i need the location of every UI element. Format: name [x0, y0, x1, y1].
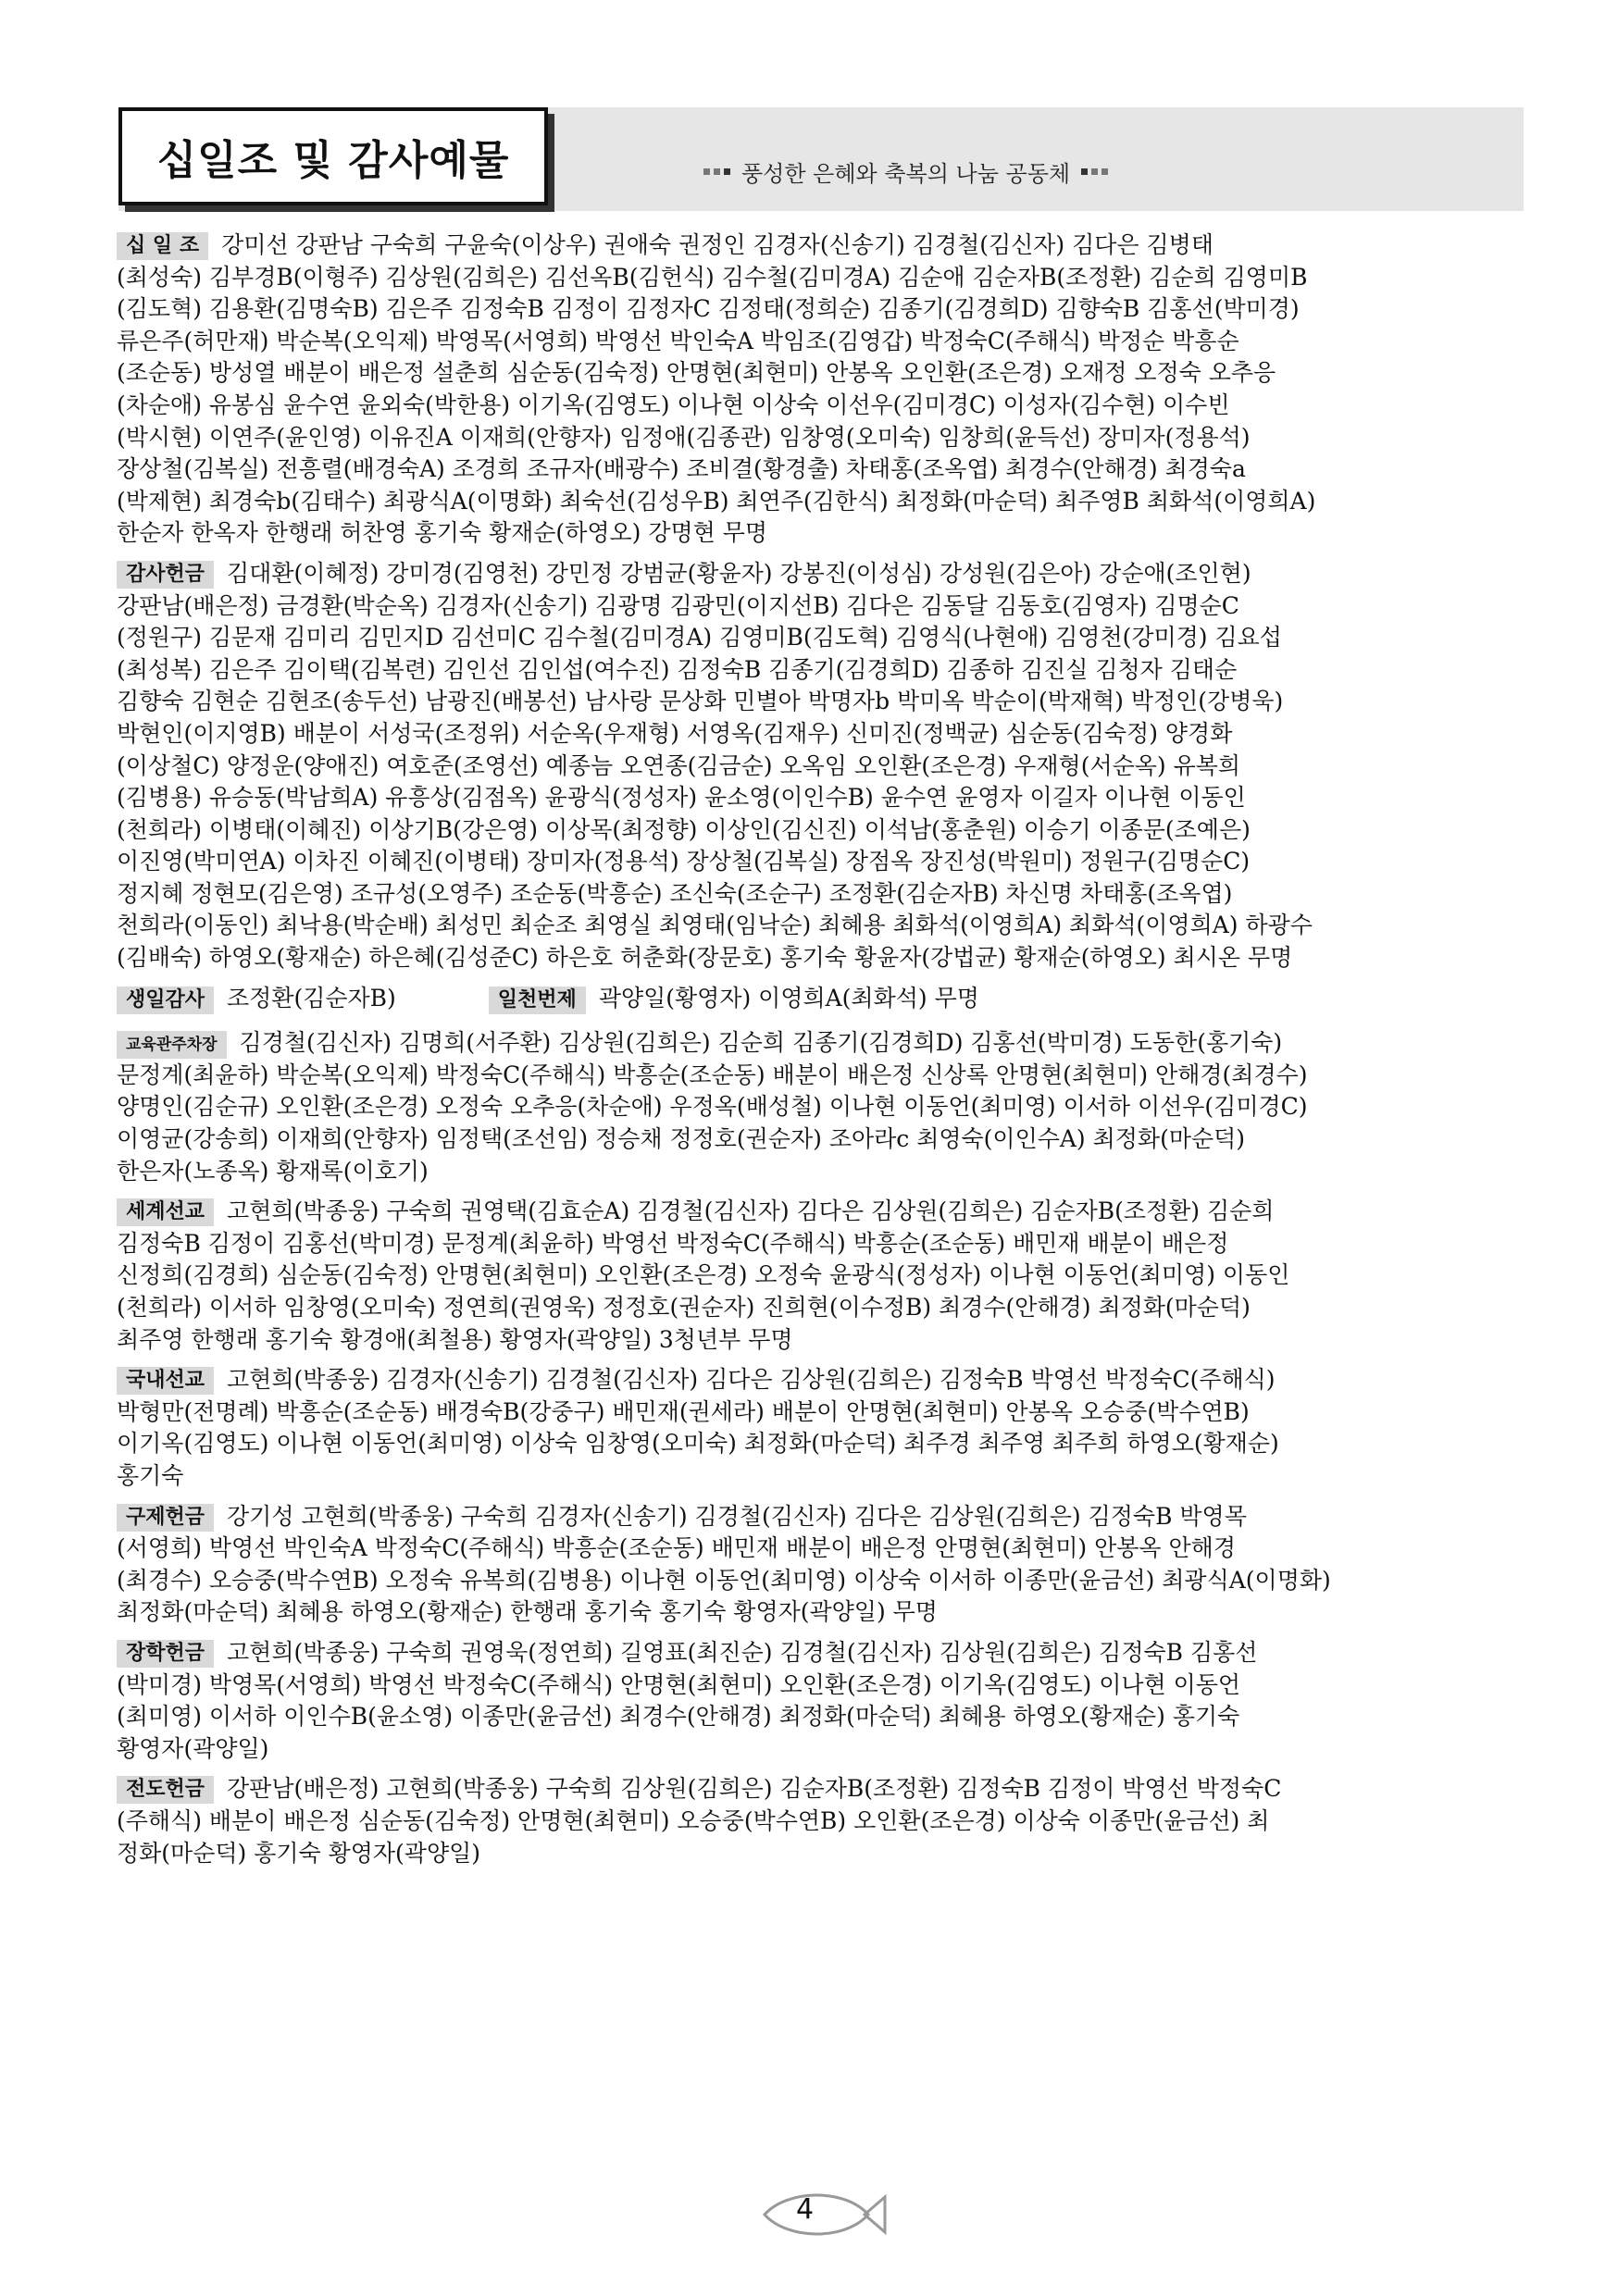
offering-list — [117, 230, 1524, 1869]
section-label: 국내선교 — [117, 1367, 214, 1395]
fish-icon — [759, 2184, 889, 2245]
subtitle-right-dots-icon — [1081, 168, 1108, 175]
section-relief — [117, 1501, 1524, 1629]
section-label: 세계선교 — [117, 1198, 214, 1226]
section-names: 김대환(이혜정) 강미경(김영천) 강민정 강범균(황윤자) 강봉진(이성심) 강성원(김은아) 강순애(조인현) 강판남(배은정) 금경환(박순옥) 김경자(신송기) 김광명 김광민(이지선B) 김다은 김동달 김동호(김영자) 김명순C (정원구) 김문재 김미리 김민지D 김선미C 김수철(김미경A) 김영미B(김도혁) 김영식(나현애) 김영천(강미경) 김요섭 (최성복) 김은주 김이택(김복련) 김인선 김인섭(여수진) 김정숙B 김종기(김경희D) 김종하 김진실 김청자 김태순 김향숙 김현순 김현조(송두선) 남광진(배봉선) 남사랑 문상화 민별아 박명자b 박미옥 박순이(박재혁) 박정인(강병욱) 박현인(이지영B) 배분이 서성국(조정위) 서순옥(우재형) 서영옥(김재우) 신미진(정백균) 심순동(김숙정) 양경화 (이상철C) 양정운(양애진) 여호준(조영선) 예종늠 오연종(김금순) 오옥임 오인환(조은경) 우재형(서순옥) 유복희 (김병용) 유승동(박남희A) 유흥상(김점옥) 윤광식(정성자) 윤소영(이인수B) 윤수연 윤영자 이길자 이나현 이동인 (천희라) 이병태(이혜진) 이상기B(강은영) 이상목(최정향) 이상인(김신진) 이석남(홍춘원) 이승기 이종문(조예은) 이진영(박미연A) 이차진 이혜진(이병태) 장미자(정용석) 장상철(김복실) 장점옥 장진성(박원미) 정원구(김명순C) 정지혜 정현모(김은영) 조규성(오영주) 조순동(박흥순) 조신숙(조순구) 조정환(김순자B) 차신명 차태홍(조옥엽) 천희라(이동인) 최낙용(박순배) 최성민 최순조 최영실 최영태(임낙순) 최혜용 최화석(이영희A) 최화석(이영희A) 하광수 (김배숙) 하영오(황재순) 하은혜(김성준C) 하은호 허춘화(장문호) 홍기숙 황윤자(강법균) 황재순(하영오) 최시온 무명 — [117, 559, 1313, 972]
section-names: 강판남(배은정) 고현희(박종웅) 구숙희 김상원(김희은) 김순자B(조정환) 김정숙B 김정이 박영선 박정숙C (주해식) 배분이 배은정 심순동(김숙정) 안명현(최현미) 오승중(박수연B) 오인환(조은경) 이상숙 이종만(윤금선) 최 정화(마순덕) 홍기숙 황영자(곽양일) — [117, 1775, 1282, 1867]
section-thanks — [117, 558, 1524, 974]
section-names: 조정환(김순자B) — [227, 984, 396, 1011]
section-birthday-ilcheon — [117, 983, 1524, 1015]
section-names: 곽양일(황영자) 이영희A(최화석) 무명 — [598, 984, 979, 1011]
section-label: 구제헌금 — [117, 1504, 214, 1532]
section-label: 교육관주차장 — [117, 1031, 227, 1059]
page-subtitle — [703, 155, 1108, 188]
page-footer — [759, 2184, 889, 2245]
section-label: 장학헌금 — [117, 1640, 214, 1668]
section-names: 고현희(박종웅) 김경자(신송기) 김경철(김신자) 김다은 김상원(김희은) 김정숙B 박영선 박정숙C(주해식) 박형만(전명례) 박흥순(조순동) 배경숙B(강중구) 배민재(권세라) 배분이 안명현(최현미) 안봉옥 오승중(박수연B) 이기옥(김영도) 이나현 이동언(최미영) 이상숙 임창영(오미숙) 최정화(마순덕) 최주경 최주영 최주희 하영오(황재순) 홍기숙 — [117, 1366, 1279, 1489]
section-evangelism — [117, 1773, 1524, 1869]
section-world-mission — [117, 1196, 1524, 1356]
section-education — [117, 1027, 1524, 1187]
section-label: 십 일 조 — [117, 232, 208, 260]
section-scholarship — [117, 1637, 1524, 1765]
subtitle-left-dots-icon — [703, 168, 730, 175]
section-label: 감사헌금 — [117, 561, 214, 589]
section-names: 김경철(김신자) 김명희(서주환) 김상원(김희은) 김순희 김종기(김경희D) 김홍선(박미경) 도동한(홍기숙) 문정계(최윤하) 박순복(오익제) 박정숙C(주해식) 박흥순(조순동) 배분이 배은정 신상록 안명현(최현미) 안해경(최경수) 양명인(김순규) 오인환(조은경) 오정숙 오추응(차순애) 우정옥(배성철) 이나현 이동언(최미영) 이서하 이선우(김미경C) 이영균(강송희) 이재희(안향자) 임정택(조선임) 정승채 정정호(권순자) 조아라c 최영숙(이인수A) 최정화(마순덕) 한은자(노종옥) 황재록(이호기) — [117, 1029, 1308, 1185]
page-number: 4 — [796, 2193, 815, 2226]
page-title-box — [118, 107, 548, 205]
section-label: 전도헌금 — [117, 1776, 214, 1804]
subtitle-text: 풍성한 은혜와 축복의 나눔 공동체 — [741, 161, 1071, 187]
section-names: 고현희(박종웅) 구숙희 권영욱(정연희) 길영표(최진순) 김경철(김신자) 김상원(김희은) 김정숙B 김홍선 (박미경) 박영목(서영희) 박영선 박정숙C(주해식) 안명현(최현미) 오인환(조은경) 이기옥(김영도) 이나현 이동언 (최미영) 이서하 이인수B(윤소영) 이종만(윤금선) 최경수(안해경) 최정화(마순덕) 최혜용 하영오(황재순) 홍기숙 황영자(곽양일) — [117, 1638, 1258, 1762]
section-domestic-mission — [117, 1364, 1524, 1492]
page-title: 십일조 및 감사예물 — [156, 137, 510, 184]
section-tithe — [117, 230, 1524, 550]
section-label: 일천번제 — [489, 987, 586, 1014]
section-names: 강기성 고현희(박종웅) 구숙희 김경자(신송기) 김경철(김신자) 김다은 김상원(김희은) 김정숙B 박영목 (서영희) 박영선 박인숙A 박정숙C(주해식) 박흥순(조순동) 배민재 배분이 배은정 안명현(최현미) 안봉옥 안해경 (최경수) 오승중(박수연B) 오정숙 유복희(김병용) 이나현 이동언(최미영) 이상숙 이서하 이종만(윤금선) 최광식A(이명화) 최정화(마순덕) 최혜용 하영오(황재순) 한행래 홍기숙 홍기숙 황영자(곽양일) 무명 — [117, 1502, 1331, 1626]
section-names: 강미선 강판남 구숙희 구윤숙(이상우) 권애숙 권정인 김경자(신송기) 김경철(김신자) 김다은 김병태 (최성숙) 김부경B(이형주) 김상원(김희은) 김선옥B(김헌식) 김수철(김미경A) 김순애 김순자B(조정환) 김순희 김영미B (김도혁) 김용환(김명숙B) 김은주 김정숙B 김정이 김정자C 김정태(정희순) 김종기(김경희D) 김향숙B 김홍선(박미경) 류은주(허만재) 박순복(오익제) 박영목(서영희) 박영선 박인숙A 박임조(김영갑) 박정숙C(주해식) 박정순 박흥순 (조순동) 방성열 배분이 배은정 설춘희 심순동(김숙정) 안명현(최현미) 안봉옥 오인환(조은경) 오재정 오정숙 오추응 (차순애) 유봉심 윤수연 윤외숙(박한용) 이기옥(김영도) 이나현 이상숙 이선우(김미경C) 이성자(김수현) 이수빈 (박시현) 이연주(윤인영) 이유진A 이재희(안향자) 임정애(김종관) 임창영(오미숙) 임창희(윤득선) 장미자(정용석) 장상철(김복실) 전흥렬(배경숙A) 조경희 조규자(배광수) 조비결(황경출) 차태홍(조옥엽) 최경수(안해경) 최경숙a (박제현) 최경숙b(김태수) 최광식A(이명화) 최숙선(김성우B) 최연주(김한식) 최정화(마순덕) 최주영B 최화석(이영희A) 한순자 한옥자 한행래 허찬영 홍기숙 황재순(하영오) 강명현 무명 — [117, 231, 1316, 547]
section-names: 고현희(박종웅) 구숙희 권영택(김효순A) 김경철(김신자) 김다은 김상원(김희은) 김순자B(조정환) 김순희 김정숙B 김정이 김홍선(박미경) 문정계(최윤하) 박영선 박정숙C(주해식) 박흥순(조순동) 배민재 배분이 배은정 신정희(김경희) 심순동(김숙정) 안명현(최현미) 오인환(조은경) 오정숙 윤광식(정성자) 이나현 이동언(최미영) 이동인 (천희라) 이서하 임창영(오미숙) 정연희(권영욱) 정정호(권순자) 진희현(이수정B) 최경수(안해경) 최정화(마순덕) 최주영 한행래 홍기숙 황경애(최철용) 황영자(곽양일) 3청년부 무명 — [117, 1198, 1290, 1353]
section-label: 생일감사 — [117, 987, 214, 1014]
